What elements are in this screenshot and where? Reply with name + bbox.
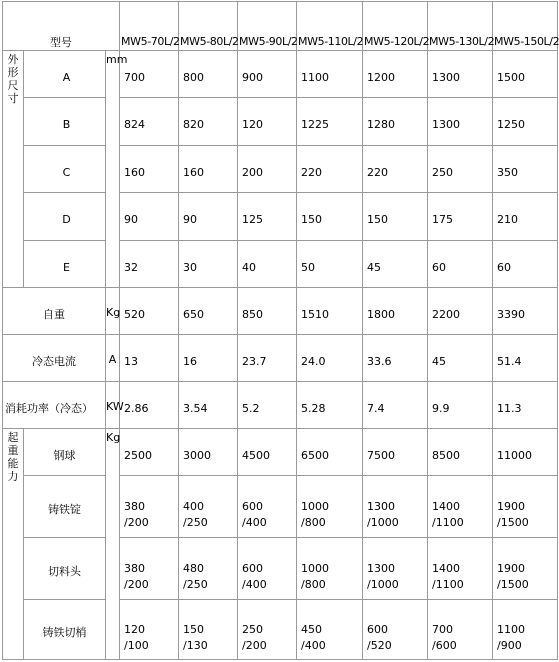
value-line: /1100	[432, 577, 464, 591]
value-cell: 850	[238, 288, 297, 335]
spec-table	[2, 1, 558, 660]
vertical-char: 重	[7, 444, 19, 457]
unit-mm: mm	[106, 51, 120, 288]
value-cell: 24.0	[297, 335, 363, 382]
lifting-row	[3, 538, 558, 600]
value-cell: 90	[179, 193, 238, 241]
value-line: /200	[242, 638, 267, 652]
dimension-name: D	[24, 193, 106, 241]
value-cell: 3000	[179, 429, 238, 476]
vertical-char: 能	[7, 457, 19, 470]
dimension-name: A	[24, 51, 106, 98]
model-name: MW5-130L/2	[428, 2, 493, 51]
value-line: /1000	[367, 577, 399, 591]
value-cell: 1280	[363, 98, 428, 146]
value-cell: 13	[120, 335, 179, 382]
power-label: 消耗功率（冷态）	[3, 382, 106, 429]
value-line: 250	[242, 622, 264, 636]
model-name: MW5-110L/2	[297, 2, 363, 51]
value-cell	[428, 538, 493, 600]
value-line: /400	[242, 515, 267, 529]
vertical-char: 起	[7, 431, 19, 444]
group-label-dimensions	[3, 51, 24, 288]
value-cell: 120	[238, 98, 297, 146]
value-line: /1100	[432, 515, 464, 529]
value-line: /900	[497, 638, 522, 652]
value-line: 400	[183, 499, 205, 513]
value-cell	[493, 476, 558, 538]
value-cell	[120, 476, 179, 538]
value-cell: 800	[179, 51, 238, 98]
vertical-char: 力	[7, 470, 19, 483]
value-cell: 8500	[428, 429, 493, 476]
value-cell: 220	[297, 146, 363, 193]
value-cell	[238, 476, 297, 538]
value-cell: 820	[179, 98, 238, 146]
value-line: 1100	[497, 622, 526, 636]
value-cell	[297, 476, 363, 538]
value-cell: 150	[297, 193, 363, 241]
value-cell: 220	[363, 146, 428, 193]
value-cell	[428, 476, 493, 538]
value-cell	[179, 538, 238, 600]
value-cell: 4500	[238, 429, 297, 476]
value-cell: 160	[179, 146, 238, 193]
value-cell: 3.54	[179, 382, 238, 429]
power-row	[3, 382, 558, 429]
dimension-row	[3, 51, 558, 98]
value-cell: 5.2	[238, 382, 297, 429]
value-cell: 45	[428, 335, 493, 382]
vertical-char: 外	[7, 53, 19, 66]
value-line: /1000	[367, 515, 399, 529]
spec-table-body	[3, 2, 558, 660]
lifting-item-name: 切料头	[24, 538, 106, 600]
value-cell: 6500	[297, 429, 363, 476]
value-cell: 1300	[428, 51, 493, 98]
current-unit: A	[106, 335, 120, 382]
value-line: 1300	[367, 499, 396, 513]
value-cell: 7500	[363, 429, 428, 476]
value-cell: 1225	[297, 98, 363, 146]
model-name: MW5-150L/2	[493, 2, 558, 51]
value-line: /1500	[497, 515, 529, 529]
value-line: /200	[124, 515, 149, 529]
dimension-row	[3, 193, 558, 241]
value-cell: 150	[363, 193, 428, 241]
value-line: /400	[242, 577, 267, 591]
value-cell	[238, 600, 297, 660]
value-line: 480	[183, 561, 205, 575]
value-cell	[493, 600, 558, 660]
value-cell: 30	[179, 241, 238, 288]
value-line: /250	[183, 515, 208, 529]
weight-unit: Kg	[106, 288, 120, 335]
unit-kg: Kg	[106, 429, 120, 660]
value-cell: 350	[493, 146, 558, 193]
lifting-row	[3, 429, 558, 476]
value-cell: 7.4	[363, 382, 428, 429]
value-cell: 60	[428, 241, 493, 288]
value-line: /800	[301, 577, 326, 591]
value-cell: 1510	[297, 288, 363, 335]
model-name: MW5-120L/2	[363, 2, 428, 51]
lifting-row	[3, 476, 558, 538]
value-cell: 520	[120, 288, 179, 335]
lifting-item-name: 钢球	[24, 429, 106, 476]
value-line: 600	[367, 622, 389, 636]
value-cell: 23.7	[238, 335, 297, 382]
value-line: /130	[183, 638, 208, 652]
value-cell: 2500	[120, 429, 179, 476]
dimension-name: E	[24, 241, 106, 288]
value-line: 600	[242, 499, 264, 513]
value-cell: 1500	[493, 51, 558, 98]
weight-row	[3, 288, 558, 335]
value-line: 1900	[497, 561, 526, 575]
value-cell: 60	[493, 241, 558, 288]
value-cell	[363, 600, 428, 660]
current-row	[3, 335, 558, 382]
value-cell: 2.86	[120, 382, 179, 429]
dimension-name: B	[24, 98, 106, 146]
value-cell: 200	[238, 146, 297, 193]
value-cell: 40	[238, 241, 297, 288]
value-cell: 5.28	[297, 382, 363, 429]
value-cell: 90	[120, 193, 179, 241]
value-cell: 900	[238, 51, 297, 98]
value-line: 1900	[497, 499, 526, 513]
value-cell: 1100	[297, 51, 363, 98]
value-cell: 32	[120, 241, 179, 288]
value-cell: 3390	[493, 288, 558, 335]
value-line: 450	[301, 622, 323, 636]
value-line: 380	[124, 561, 146, 575]
value-cell: 33.6	[363, 335, 428, 382]
value-line: /200	[124, 577, 149, 591]
value-cell: 650	[179, 288, 238, 335]
value-cell	[238, 538, 297, 600]
value-cell: 125	[238, 193, 297, 241]
value-cell	[120, 600, 179, 660]
group-label-lifting	[3, 429, 24, 660]
dimension-row	[3, 241, 558, 288]
value-line: /100	[124, 638, 149, 652]
value-cell	[428, 600, 493, 660]
value-cell: 51.4	[493, 335, 558, 382]
value-line: 150	[183, 622, 205, 636]
value-line: /400	[301, 638, 326, 652]
vertical-char: 寸	[7, 92, 19, 105]
model-name: MW5-80L/2	[179, 2, 238, 51]
value-line: 1000	[301, 561, 330, 575]
value-cell	[297, 600, 363, 660]
value-cell: 210	[493, 193, 558, 241]
value-line: /1500	[497, 577, 529, 591]
current-label: 冷态电流	[3, 335, 106, 382]
value-cell: 175	[428, 193, 493, 241]
value-line: /520	[367, 638, 392, 652]
lifting-item-name: 铸铁切梢	[24, 600, 106, 660]
dimension-name: C	[24, 146, 106, 193]
value-cell: 45	[363, 241, 428, 288]
weight-label: 自重	[3, 288, 106, 335]
value-cell: 2200	[428, 288, 493, 335]
value-cell: 1200	[363, 51, 428, 98]
value-cell	[297, 538, 363, 600]
value-cell: 50	[297, 241, 363, 288]
value-cell: 250	[428, 146, 493, 193]
value-line: 120	[124, 622, 146, 636]
power-unit: KW	[106, 382, 120, 429]
value-line: 600	[242, 561, 264, 575]
value-line: 380	[124, 499, 146, 513]
lifting-row	[3, 600, 558, 660]
value-line: 1400	[432, 561, 461, 575]
model-name: MW5-70L/2	[120, 2, 179, 51]
value-cell: 11.3	[493, 382, 558, 429]
model-name: MW5-90L/2	[238, 2, 297, 51]
dimension-row	[3, 146, 558, 193]
value-cell	[179, 600, 238, 660]
value-line: /600	[432, 638, 457, 652]
value-cell	[493, 538, 558, 600]
value-cell: 1300	[428, 98, 493, 146]
value-cell: 16	[179, 335, 238, 382]
dimension-row	[3, 98, 558, 146]
model-header: 型号	[3, 2, 120, 51]
value-cell: 160	[120, 146, 179, 193]
header-row	[3, 2, 558, 51]
value-cell: 9.9	[428, 382, 493, 429]
value-line: 1400	[432, 499, 461, 513]
value-cell	[363, 538, 428, 600]
value-cell: 11000	[493, 429, 558, 476]
value-line: /250	[183, 577, 208, 591]
value-line: /800	[301, 515, 326, 529]
value-cell	[120, 538, 179, 600]
value-line: 1000	[301, 499, 330, 513]
value-cell	[179, 476, 238, 538]
value-cell: 1250	[493, 98, 558, 146]
value-line: 700	[432, 622, 454, 636]
lifting-item-name: 铸铁锭	[24, 476, 106, 538]
value-cell	[363, 476, 428, 538]
vertical-char: 形	[7, 66, 19, 79]
value-cell: 824	[120, 98, 179, 146]
value-cell: 1800	[363, 288, 428, 335]
value-cell: 700	[120, 51, 179, 98]
vertical-char: 尺	[7, 79, 19, 92]
value-line: 1300	[367, 561, 396, 575]
